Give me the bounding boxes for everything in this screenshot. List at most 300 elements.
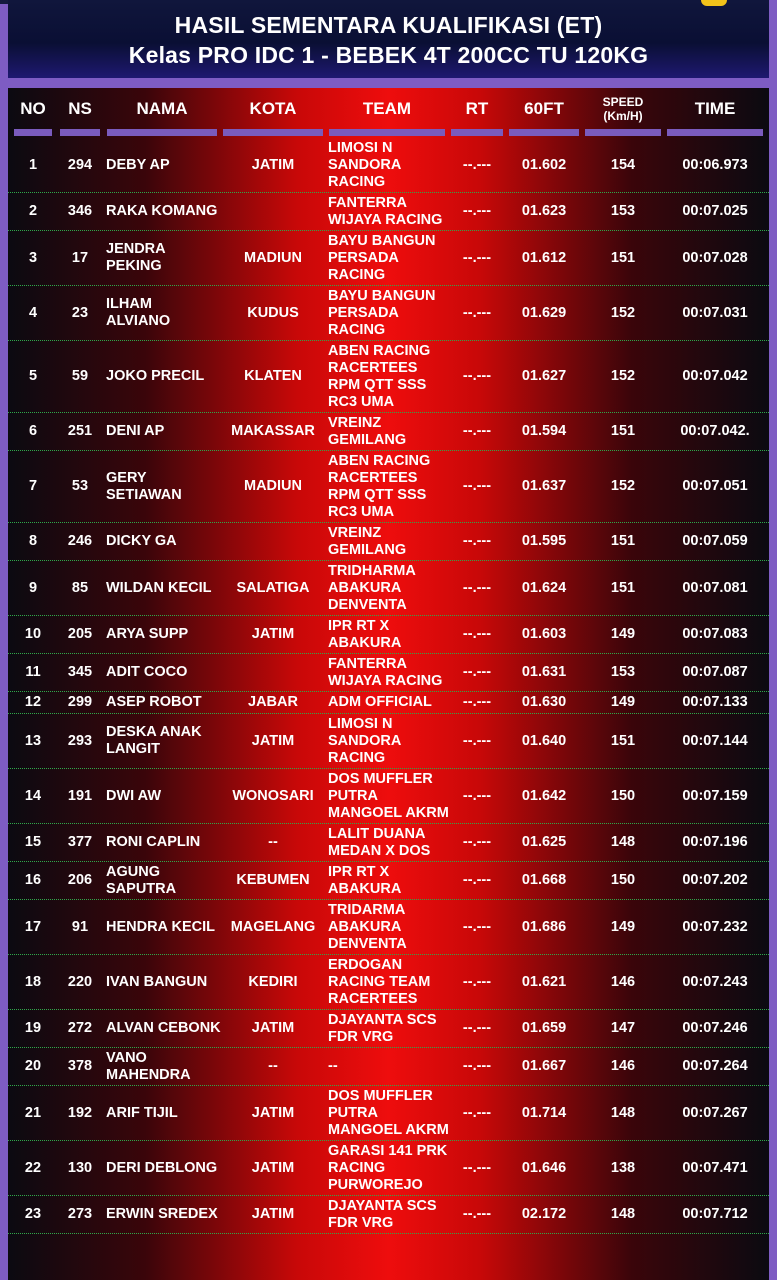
cell-team-line: RACING	[328, 173, 386, 190]
cell-ns: 23	[71, 304, 89, 321]
cell-no: 15	[24, 834, 42, 850]
cell-team-line: RACERTEES	[328, 469, 418, 486]
col-header-kota: KOTA	[221, 88, 325, 130]
cell-nama-line: JOKO PRECIL	[106, 368, 205, 384]
cell-team-line: RPM QTT SSS	[328, 486, 427, 503]
cell-team-line: WIJAYA RACING	[328, 211, 443, 228]
cell-team	[328, 1141, 452, 1195]
cell-nama-line: DENI AP	[106, 423, 165, 439]
cell-time: 00:07.471	[682, 1159, 748, 1176]
cell-ns: 346	[67, 203, 93, 219]
cell-team-line: RACING	[328, 266, 386, 283]
cell-team-line: PURWOREJO	[328, 1176, 423, 1193]
cell-ns: 85	[71, 579, 89, 596]
table-row	[8, 616, 769, 654]
cell-no: 7	[28, 478, 38, 494]
cell-speed: 148	[610, 834, 636, 850]
cell-kota: JABAR	[248, 694, 298, 710]
cell-60ft: 01.612	[521, 249, 567, 266]
cell-nama-line: IVAN BANGUN	[106, 973, 208, 990]
cell-nama-line: VANO	[106, 1049, 147, 1066]
table-row	[8, 138, 769, 193]
cell-team-line: RACERTEES	[328, 359, 418, 376]
cell-time: 00:07.081	[682, 579, 748, 596]
cell-team-line: TRIDHARMA	[328, 562, 416, 579]
cell-kota: JATIM	[251, 1206, 295, 1222]
cell-60ft: 01.624	[521, 579, 567, 596]
cell-60ft: 01.627	[521, 368, 567, 384]
cell-team	[328, 231, 452, 285]
cell-no: 22	[24, 1159, 42, 1176]
cell-60ft: 01.642	[521, 787, 567, 804]
cell-rt: --.---	[462, 872, 492, 888]
cell-ns: 91	[71, 918, 89, 935]
table-header-row	[8, 88, 769, 136]
table-row	[8, 769, 769, 824]
table-row	[8, 955, 769, 1010]
cell-nama-line: ERWIN SREDEX	[106, 1206, 218, 1222]
cell-time: 00:07.051	[682, 478, 748, 494]
cell-kota	[221, 193, 325, 230]
cell-team-line: ABAKURA	[328, 634, 402, 651]
cell-nama	[106, 1048, 224, 1085]
table-row	[8, 692, 769, 714]
cell-no: 10	[24, 626, 42, 642]
cell-rt: --.---	[462, 1020, 492, 1036]
cell-kota: JATIM	[251, 1020, 295, 1036]
cell-60ft: 02.172	[521, 1206, 567, 1222]
cell-60ft: 01.629	[521, 304, 567, 321]
cell-no: 17	[24, 918, 42, 935]
cell-team-line: DJAYANTA SCS	[328, 1011, 437, 1028]
cell-time: 00:07.264	[682, 1058, 748, 1074]
cell-nama-line: SAPUTRA	[106, 880, 177, 897]
page-title: HASIL SEMENTARA KUALIFIKASI (ET)	[174, 12, 603, 38]
cell-time: 00:07.042.	[680, 423, 750, 439]
cell-team-line: FDR VRG	[328, 1028, 394, 1045]
cell-team	[328, 1048, 452, 1085]
cell-team-line: FDR VRG	[328, 1214, 394, 1231]
cell-speed: 152	[610, 478, 636, 494]
cell-time: 00:07.159	[682, 787, 748, 804]
cell-speed: 149	[610, 626, 636, 642]
cell-time: 00:07.083	[682, 626, 748, 642]
cell-team	[328, 714, 452, 768]
cell-kota: KUDUS	[247, 304, 299, 321]
cell-nama	[106, 451, 224, 522]
cell-no: 6	[28, 423, 38, 439]
cell-nama-line: RONI CAPLIN	[106, 834, 201, 850]
cell-nama	[106, 1086, 224, 1140]
cell-no: 3	[28, 249, 38, 266]
cell-team-line: TRIDARMA	[328, 901, 406, 918]
cell-time: 00:07.087	[682, 664, 748, 680]
cell-team-line: LIMOSI N	[328, 139, 393, 156]
cell-60ft: 01.595	[521, 533, 567, 549]
cell-team	[328, 769, 452, 823]
table-row	[8, 862, 769, 900]
cell-kota: WONOSARI	[232, 787, 314, 804]
cell-nama-line: MAHENDRA	[106, 1066, 191, 1083]
cell-kota: --	[268, 834, 278, 850]
cell-speed: 146	[610, 1058, 636, 1074]
cell-nama-line: RAKA KOMANG	[106, 203, 218, 219]
table-row	[8, 1086, 769, 1141]
cell-team-line: IPR RT X	[328, 617, 390, 634]
cell-nama	[106, 824, 224, 861]
cell-kota	[221, 654, 325, 691]
col-header-60ft: 60FT	[507, 88, 581, 130]
corner-badge-icon	[701, 0, 727, 6]
cell-speed: 150	[610, 787, 636, 804]
cell-speed: 151	[610, 533, 636, 549]
page-subtitle: Kelas PRO IDC 1 - BEBEK 4T 200CC TU 120KG	[128, 42, 649, 68]
cell-team-line: RACING	[328, 749, 386, 766]
cell-rt: --.---	[462, 973, 492, 990]
cell-no: 20	[24, 1058, 42, 1074]
table-row	[8, 451, 769, 523]
cell-team	[328, 193, 452, 230]
table-row	[8, 1196, 769, 1234]
cell-nama	[106, 341, 224, 412]
cell-team-line: VREINZ	[328, 414, 382, 431]
table-row	[8, 1141, 769, 1196]
cell-60ft: 01.625	[521, 834, 567, 850]
cell-nama-line: ALVAN CEBONK	[106, 1020, 221, 1036]
cell-team	[328, 654, 452, 691]
cell-speed: 147	[610, 1020, 636, 1036]
col-header-ns: NS	[58, 88, 102, 130]
cell-team	[328, 451, 452, 522]
cell-kota: JATIM	[251, 1104, 295, 1121]
cell-time: 00:07.267	[682, 1104, 748, 1121]
col-header-speed-label: SPEED	[602, 95, 644, 109]
cell-time: 00:07.246	[682, 1020, 748, 1036]
cell-60ft: 01.630	[521, 694, 567, 710]
cell-rt: --.---	[462, 249, 492, 266]
cell-kota: SALATIGA	[236, 579, 310, 596]
cell-team-line: IPR RT X	[328, 863, 390, 880]
cell-no: 9	[28, 579, 38, 596]
cell-team-line: PERSADA	[328, 304, 399, 321]
cell-team-line: RACING	[328, 321, 386, 338]
cell-speed: 148	[610, 1206, 636, 1222]
cell-nama	[106, 523, 224, 560]
cell-nama	[106, 955, 224, 1009]
table-row	[8, 231, 769, 286]
cell-ns: 205	[67, 626, 93, 642]
table-row	[8, 523, 769, 561]
table-row	[8, 286, 769, 341]
cell-rt: --.---	[462, 203, 492, 219]
col-header-rt: RT	[449, 88, 505, 130]
cell-60ft: 01.646	[521, 1159, 567, 1176]
cell-60ft: 01.668	[521, 872, 567, 888]
cell-60ft: 01.686	[521, 918, 567, 935]
cell-kota: KEDIRI	[248, 973, 298, 990]
table-row	[8, 341, 769, 413]
cell-rt: --.---	[462, 694, 492, 710]
cell-team-line: PUTRA	[328, 1104, 378, 1121]
cell-time: 00:07.059	[682, 533, 748, 549]
cell-60ft: 01.667	[521, 1058, 567, 1074]
cell-team-line: MANGOEL AKRM	[328, 804, 449, 821]
col-header-time: TIME	[665, 88, 765, 130]
cell-ns: 53	[71, 478, 89, 494]
cell-team-line: SANDORA	[328, 732, 402, 749]
table-row	[8, 1010, 769, 1048]
cell-no: 1	[28, 156, 38, 173]
cell-team-line: ERDOGAN	[328, 956, 403, 973]
cell-team-line: SANDORA	[328, 156, 402, 173]
table-row	[8, 1048, 769, 1086]
cell-rt: --.---	[462, 834, 492, 850]
cell-team	[328, 900, 452, 954]
cell-team-line: DENVENTA	[328, 935, 407, 952]
cell-no: 2	[28, 203, 38, 219]
cell-team-line: RC3 UMA	[328, 503, 395, 520]
cell-no: 11	[25, 664, 41, 680]
cell-nama	[106, 413, 224, 450]
cell-rt: --.---	[462, 368, 492, 384]
cell-team-line: RACING TEAM	[328, 973, 431, 990]
cell-kota	[221, 523, 325, 560]
cell-speed: 152	[610, 368, 636, 384]
cell-speed: 154	[610, 156, 636, 173]
cell-nama	[106, 692, 224, 713]
cell-team	[328, 1086, 452, 1140]
cell-team-line: RACERTEES	[328, 990, 418, 1007]
cell-rt: --.---	[462, 533, 492, 549]
cell-nama-line: JENDRA	[106, 241, 166, 257]
table-row	[8, 654, 769, 692]
col-header-nama: NAMA	[105, 88, 219, 130]
cell-team-line: --	[328, 1058, 338, 1074]
cell-60ft: 01.594	[521, 423, 567, 439]
cell-team-line: ABEN RACING	[328, 342, 431, 359]
col-header-no: NO	[12, 88, 54, 130]
cell-ns: 191	[67, 787, 93, 804]
cell-nama-line: DERI DEBLONG	[106, 1159, 218, 1176]
cell-time: 00:07.196	[682, 834, 748, 850]
cell-time: 00:07.232	[682, 918, 748, 935]
cell-team-line: FANTERRA	[328, 655, 407, 672]
cell-rt: --.---	[462, 664, 492, 680]
cell-kota: MAGELANG	[230, 918, 316, 935]
cell-ns: 378	[67, 1058, 93, 1074]
col-header-speed-unit: (Km/H)	[603, 109, 643, 123]
cell-speed: 149	[610, 918, 636, 935]
cell-team-line: LIMOSI N	[328, 715, 393, 732]
cell-team	[328, 138, 452, 192]
cell-team	[328, 824, 452, 861]
cell-team-line: BAYU BANGUN	[328, 287, 436, 304]
cell-rt: --.---	[462, 1159, 492, 1176]
results-table	[8, 88, 769, 1280]
cell-team	[328, 1196, 452, 1233]
cell-speed: 151	[610, 249, 636, 266]
cell-time: 00:07.243	[682, 973, 748, 990]
cell-rt: --.---	[462, 732, 492, 749]
cell-nama-line: LANGIT	[106, 741, 160, 757]
cell-speed: 151	[610, 579, 636, 596]
cell-time: 00:07.712	[682, 1206, 748, 1222]
cell-rt: --.---	[462, 478, 492, 494]
table-row	[8, 561, 769, 616]
cell-nama-line: HENDRA KECIL	[106, 918, 216, 935]
cell-60ft: 01.631	[521, 664, 567, 680]
cell-speed: 151	[610, 423, 636, 439]
cell-speed: 138	[610, 1159, 636, 1176]
cell-nama	[106, 1010, 224, 1047]
cell-ns: 246	[67, 533, 93, 549]
cell-time: 00:07.144	[682, 732, 748, 749]
cell-nama	[106, 769, 224, 823]
cell-nama-line: AGUNG	[106, 863, 160, 880]
cell-team	[328, 692, 452, 713]
cell-no: 12	[24, 694, 42, 710]
cell-no: 18	[24, 973, 42, 990]
cell-team-line: RC3 UMA	[328, 393, 395, 410]
cell-60ft: 01.602	[521, 156, 567, 173]
cell-nama	[106, 900, 224, 954]
cell-no: 5	[28, 368, 38, 384]
cell-team-line: GARASI 141 PRK	[328, 1142, 448, 1159]
cell-ns: 206	[67, 872, 93, 888]
cell-team-line: GEMILANG	[328, 431, 407, 448]
cell-team-line: DOS MUFFLER	[328, 1087, 433, 1104]
table-row	[8, 714, 769, 769]
cell-kota: JATIM	[251, 156, 295, 173]
cell-nama	[106, 231, 224, 285]
cell-team-line: BAYU BANGUN	[328, 232, 436, 249]
cell-time: 00:06.973	[682, 156, 748, 173]
table-row	[8, 413, 769, 451]
cell-no: 19	[24, 1020, 42, 1036]
cell-60ft: 01.714	[521, 1104, 567, 1121]
cell-team-line: ABEN RACING	[328, 452, 431, 469]
cell-team	[328, 413, 452, 450]
cell-team-line: VREINZ	[328, 524, 382, 541]
cell-kota: JATIM	[251, 732, 295, 749]
cell-kota: MADIUN	[244, 249, 302, 266]
cell-kota: MADIUN	[244, 478, 302, 494]
cell-ns: 251	[67, 423, 93, 439]
cell-no: 8	[28, 533, 38, 549]
cell-nama	[106, 862, 224, 899]
cell-60ft: 01.603	[521, 626, 567, 642]
cell-nama	[106, 561, 224, 615]
cell-nama	[106, 138, 224, 192]
cell-rt: --.---	[462, 423, 492, 439]
cell-speed: 151	[610, 732, 636, 749]
cell-ns: 294	[67, 156, 93, 173]
cell-team	[328, 523, 452, 560]
cell-nama	[106, 714, 224, 768]
cell-no: 16	[24, 872, 42, 888]
cell-nama-line: DEBY AP	[106, 156, 170, 173]
cell-ns: 192	[67, 1104, 93, 1121]
cell-rt: --.---	[462, 1206, 492, 1222]
cell-team	[328, 955, 452, 1009]
cell-nama-line: ARYA SUPP	[106, 626, 189, 642]
cell-nama	[106, 654, 224, 691]
table-row	[8, 824, 769, 862]
cell-60ft: 01.623	[521, 203, 567, 219]
cell-time: 00:07.031	[682, 304, 748, 321]
cell-team-line: DENVENTA	[328, 596, 407, 613]
cell-speed: 152	[610, 304, 636, 321]
cell-speed: 149	[610, 694, 636, 710]
cell-rt: --.---	[462, 918, 492, 935]
cell-ns: 130	[67, 1159, 93, 1176]
cell-no: 4	[28, 304, 38, 321]
cell-rt: --.---	[462, 626, 492, 642]
cell-team-line: ABAKURA	[328, 918, 402, 935]
cell-kota: --	[268, 1058, 278, 1074]
cell-team-line: DJAYANTA SCS	[328, 1197, 437, 1214]
cell-rt: --.---	[462, 579, 492, 596]
cell-ns: 293	[67, 732, 93, 749]
cell-ns: 59	[71, 368, 89, 384]
cell-speed: 146	[610, 973, 636, 990]
cell-rt: --.---	[462, 304, 492, 321]
cell-time: 00:07.025	[682, 203, 748, 219]
cell-team-line: ABAKURA	[328, 880, 402, 897]
cell-no: 21	[24, 1104, 42, 1121]
cell-team-line: RPM QTT SSS	[328, 376, 427, 393]
cell-nama	[106, 1196, 224, 1233]
cell-60ft: 01.637	[521, 478, 567, 494]
cell-ns: 345	[67, 664, 93, 680]
cell-ns: 273	[67, 1206, 93, 1222]
cell-ns: 220	[67, 973, 93, 990]
cell-no: 23	[24, 1206, 42, 1222]
cell-nama-line: ALVIANO	[106, 313, 171, 329]
cell-ns: 299	[67, 694, 93, 710]
results-header	[8, 0, 769, 78]
cell-nama-line: PEKING	[106, 258, 162, 274]
table-row	[8, 193, 769, 231]
cell-team-line: FANTERRA	[328, 194, 407, 211]
col-header-team: TEAM	[327, 88, 447, 130]
cell-ns: 272	[67, 1020, 93, 1036]
cell-nama-line: GERY	[106, 469, 147, 486]
cell-team-line: WIJAYA RACING	[328, 672, 443, 689]
cell-rt: --.---	[462, 1104, 492, 1121]
cell-team-line: MEDAN X DOS	[328, 842, 431, 859]
cell-time: 00:07.133	[682, 694, 748, 710]
cell-speed: 153	[610, 203, 636, 219]
cell-kota: KLATEN	[244, 368, 302, 384]
cell-speed: 153	[610, 664, 636, 680]
cell-rt: --.---	[462, 787, 492, 804]
cell-nama	[106, 193, 224, 230]
cell-team-line: RACING	[328, 1159, 386, 1176]
cell-nama-line: DESKA ANAK	[106, 724, 202, 740]
cell-team	[328, 1010, 452, 1047]
cell-60ft: 01.659	[521, 1020, 567, 1036]
cell-nama-line: DWI AW	[106, 787, 162, 804]
cell-no: 13	[24, 732, 42, 749]
cell-rt: --.---	[462, 156, 492, 173]
cell-speed: 148	[610, 1104, 636, 1121]
cell-kota: MAKASSAR	[231, 423, 315, 439]
cell-team	[328, 561, 452, 615]
cell-nama-line: SETIAWAN	[106, 486, 182, 503]
cell-nama	[106, 286, 224, 340]
cell-nama-line: ASEP ROBOT	[106, 694, 202, 710]
